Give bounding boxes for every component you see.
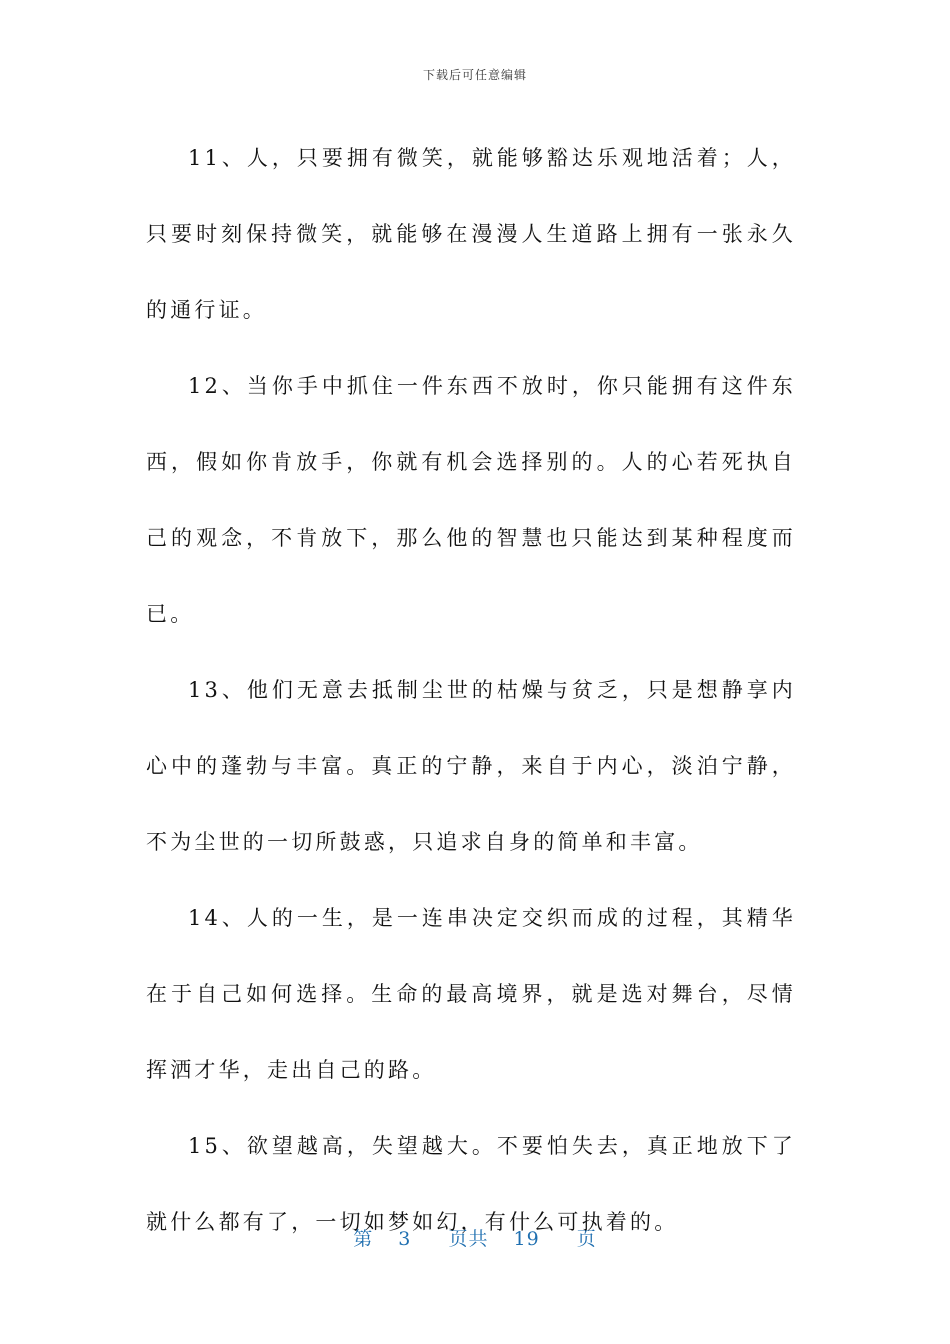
paragraph-15: 15、欲望越高，失望越大。不要怕失去，真正地放下了就什么都有了，一切如梦如幻，有什么可执着的。 <box>146 1134 796 1234</box>
paragraph-13: 13、他们无意去抵制尘世的枯燥与贫乏，只是想静享内心中的蓬勃与丰富。真正的宁静，来自于内心，淡泊宁静，不为尘世的一切所鼓惑，只追求自身的简单和丰富。 <box>146 678 796 854</box>
paragraph-14: 14、人的一生，是一连串决定交织而成的过程，其精华在于自己如何选择。生命的最高境界，就是选对舞台，尽情挥洒才华，走出自己的路。 <box>146 906 796 1082</box>
footer-total-pages: 19 <box>513 1228 540 1250</box>
page-header: 下载后可任意编辑 <box>422 68 527 82</box>
footer-suffix: 页 <box>576 1228 597 1250</box>
page-footer <box>0 1224 950 1251</box>
paragraph-11: 11、人，只要拥有微笑，就能够豁达乐观地活着；人，只要时刻保持微笑，就能够在漫漫人生道路上拥有一张永久的通行证。 <box>146 146 796 322</box>
paragraph-12: 12、当你手中抓住一件东西不放时，你只能拥有这件东西，假如你肯放手，你就有机会选择别的。人的心若死执自己的观念，不肯放下，那么他的智慧也只能达到某种程度而已。 <box>146 374 796 626</box>
footer-prefix: 第 <box>353 1228 374 1250</box>
footer-middle: 页共 <box>448 1228 489 1250</box>
footer-current-page: 3 <box>398 1228 412 1250</box>
document-body <box>146 120 796 1260</box>
